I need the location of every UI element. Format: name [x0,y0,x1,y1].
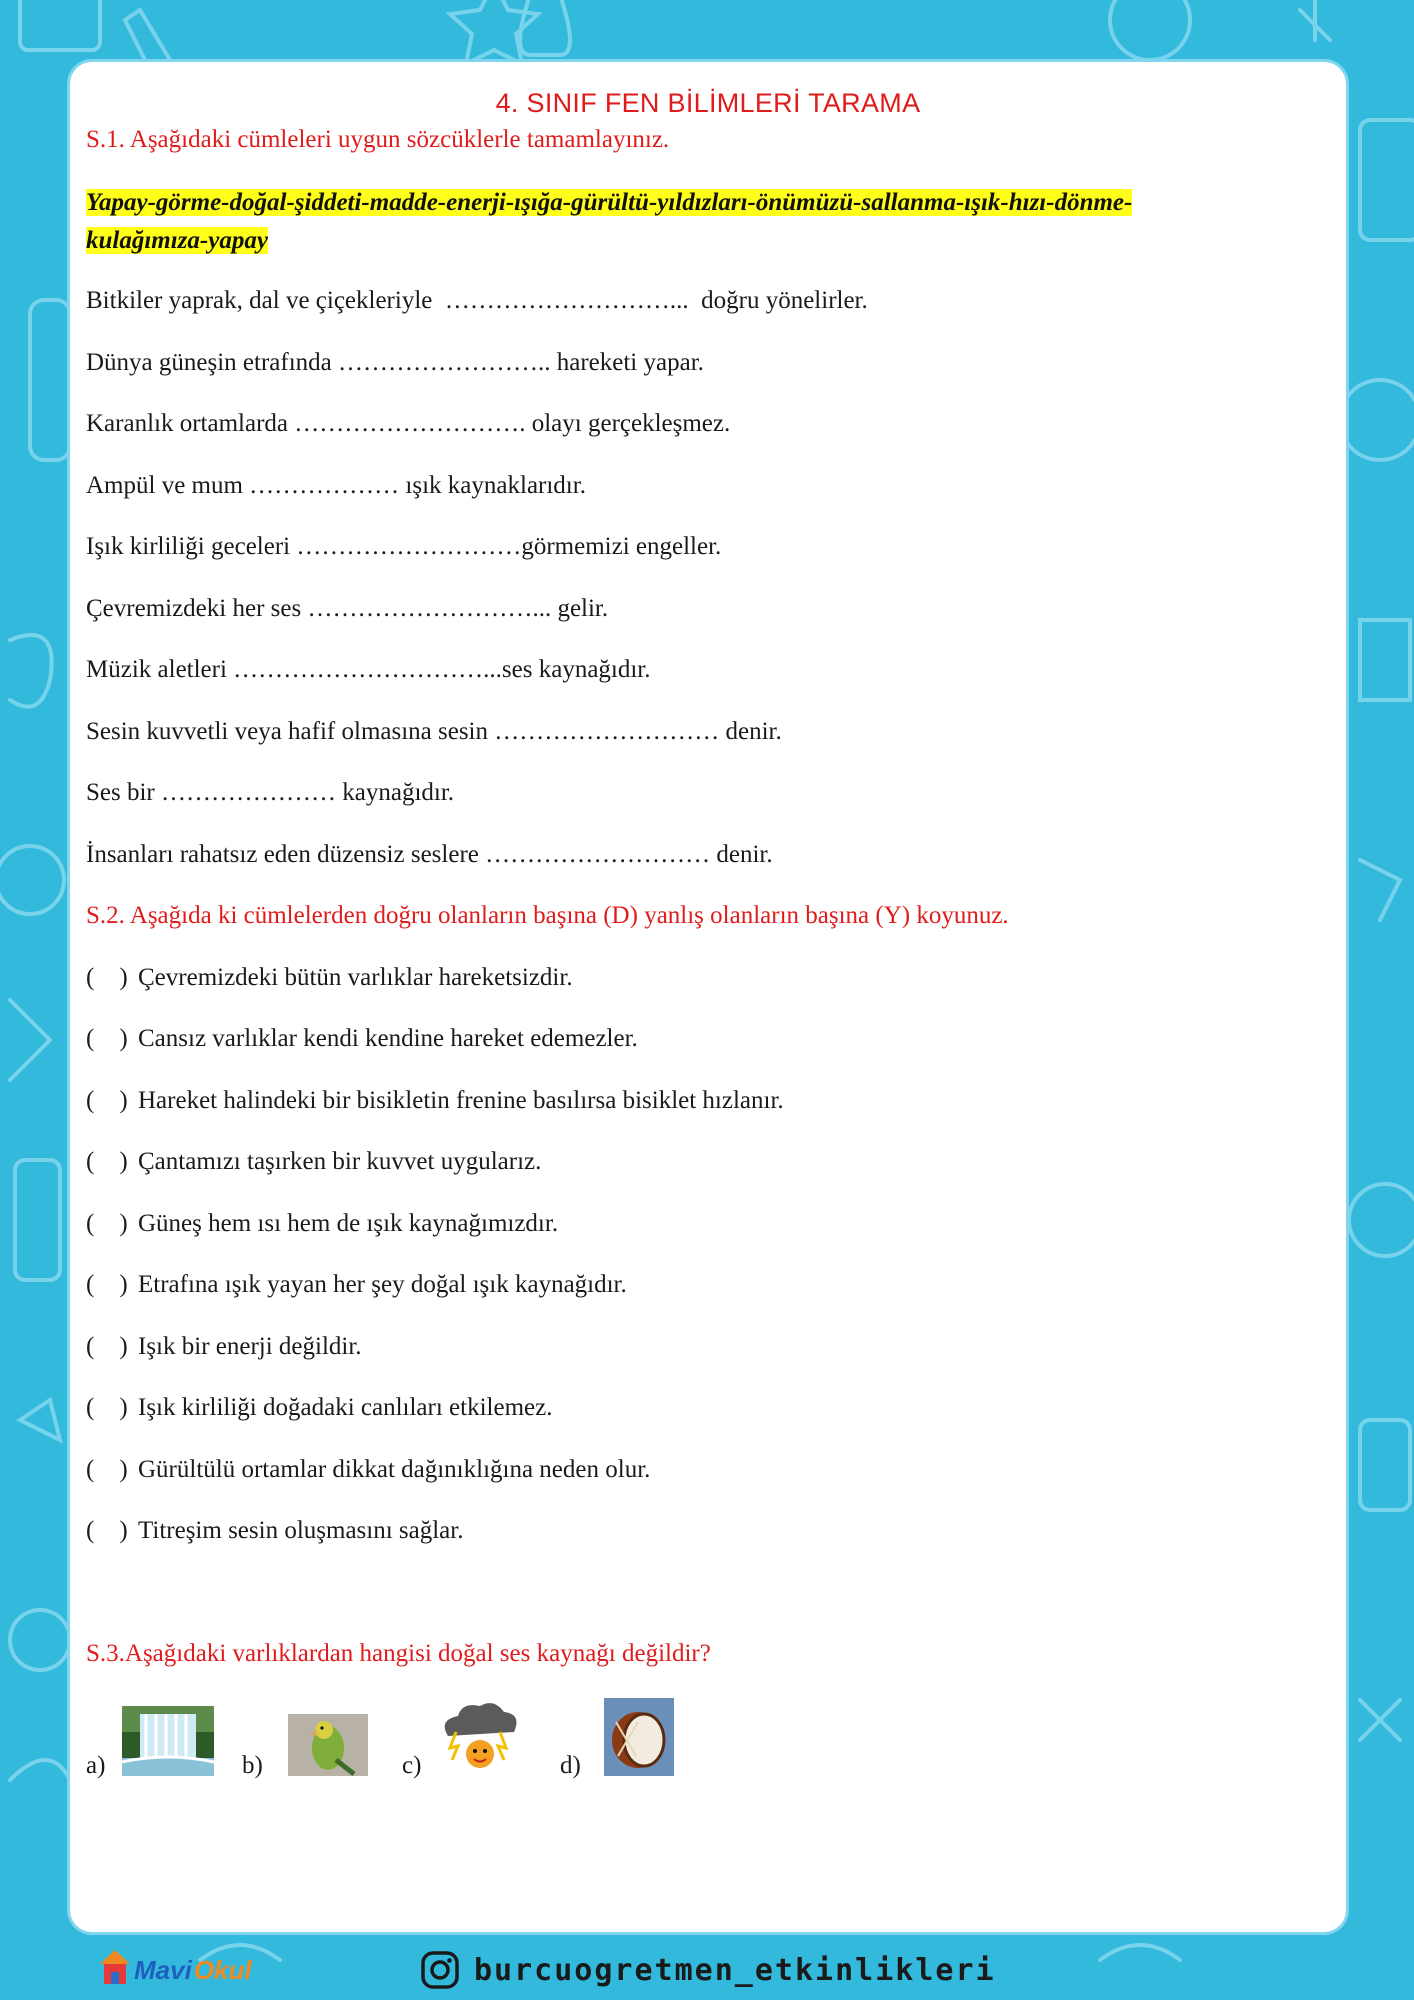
true-false-item [86,1087,784,1115]
waterfall-image[interactable] [122,1706,214,1776]
answer-parentheses[interactable]: ( ) [86,1333,128,1360]
answer-parentheses[interactable]: ( ) [86,1271,128,1298]
word-bank-line-1: Yapay-görme-doğal-şiddeti-madde-enerji-ışığa-gürültü-yıldızları-önümüzü-sallanma-ışık-hızı-dönme- [86,189,1133,216]
instagram-handle[interactable] [420,1950,996,1990]
answer-parentheses[interactable]: ( ) [86,1025,128,1052]
true-false-item [86,1271,627,1299]
option-b-label[interactable]: b) [242,1752,263,1779]
true-false-item [86,1333,362,1361]
fill-blank-sentence: Bitkiler yaprak, dal ve çiçekleriyle ………………………... doğru yönelirler. [86,287,868,314]
statement-text: Güneş hem ısı hem de ışık kaynağımızdır. [138,1210,559,1237]
house-logo-icon [98,1946,132,1986]
word-bank-line-2: kulağımıza-yapay [86,227,268,254]
mavi-okul-logo [98,1946,252,1986]
storm-cloud-image[interactable] [434,1702,524,1772]
true-false-item [86,1517,463,1545]
instagram-handle-text: burcuogretmen_etkinlikleri [474,1952,996,1988]
instagram-icon [420,1950,460,1990]
fill-blank-sentence: Karanlık ortamlarda ………………………. olayı gerçekleşmez. [86,410,731,437]
statement-text: Titreşim sesin oluşmasını sağlar. [138,1517,464,1544]
statement-text: Çevremizdeki bütün varlıklar hareketsizdir. [138,964,573,991]
answer-parentheses[interactable]: ( ) [86,1148,128,1175]
drum-image[interactable] [604,1698,674,1776]
option-d-label[interactable]: d) [560,1752,581,1779]
answer-parentheses[interactable]: ( ) [86,1210,128,1237]
fill-blank-sentence: Ampül ve mum ……………… ışık kaynaklarıdır. [86,472,586,499]
fill-blank-sentence: Çevremizdeki her ses ………………………... gelir. [86,595,609,622]
answer-parentheses[interactable]: ( ) [86,1394,128,1421]
parrot-image[interactable] [288,1714,368,1776]
q2-heading: S.2. Aşağıda ki cümlelerden doğru olanların başına (D) yanlış olanların başına (Y) koyunuz. [86,902,1009,929]
statement-text: Işık bir enerji değildir. [138,1333,362,1360]
statement-text: Cansız varlıklar kendi kendine hareket edemezler. [138,1025,638,1052]
statement-text: Işık kirliliği doğadaki canlıları etkilemez. [138,1394,553,1421]
fill-blank-sentence: Işık kirliliği geceleri ………………………görmemizi engeller. [86,533,722,560]
true-false-item [86,1456,650,1484]
option-a-label[interactable]: a) [86,1752,106,1779]
true-false-item [86,1394,552,1422]
logo-text-okul: Okul [193,1955,252,1985]
true-false-item [86,964,573,992]
fill-blank-sentence: İnsanları rahatsız eden düzensiz seslere ……………………… denir. [86,841,773,868]
answer-parentheses[interactable]: ( ) [86,1517,128,1544]
statement-text: Etrafına ışık yayan her şey doğal ışık kaynağıdır. [138,1271,627,1298]
worksheet-page [70,62,1346,1932]
statement-text: Gürültülü ortamlar dikkat dağınıklığına neden olur. [138,1456,651,1483]
true-false-item [86,1025,638,1053]
q3-heading: S.3.Aşağıdaki varlıklardan hangisi doğal ses kaynağı değildir? [86,1640,711,1667]
page-title: 4. SINIF FEN BİLİMLERİ TARAMA [495,88,921,118]
fill-blank-sentence: Sesin kuvvetli veya hafif olmasına sesin ……………………… denir. [86,718,782,745]
fill-blank-sentence: Dünya güneşin etrafında …………………….. hareketi yapar. [86,349,704,376]
true-false-item [86,1210,558,1238]
q1-heading: S.1. Aşağıdaki cümleleri uygun sözcüklerle tamamlayınız. [86,126,670,153]
fill-blank-sentence: Ses bir ………………… kaynağıdır. [86,779,455,806]
answer-parentheses[interactable]: ( ) [86,1087,128,1114]
statement-text: Çantamızı taşırken bir kuvvet uygularız. [138,1148,542,1175]
word-bank [86,184,1326,260]
answer-parentheses[interactable]: ( ) [86,1456,128,1483]
logo-text-mavi: Mavi [134,1955,192,1985]
true-false-item [86,1148,541,1176]
statement-text: Hareket halindeki bir bisikletin frenine basılırsa bisiklet hızlanır. [138,1087,784,1114]
fill-blank-sentence: Müzik aletleri …………………………...ses kaynağıdır. [86,656,651,683]
answer-parentheses[interactable]: ( ) [86,964,128,991]
option-c-label[interactable]: c) [402,1752,422,1779]
